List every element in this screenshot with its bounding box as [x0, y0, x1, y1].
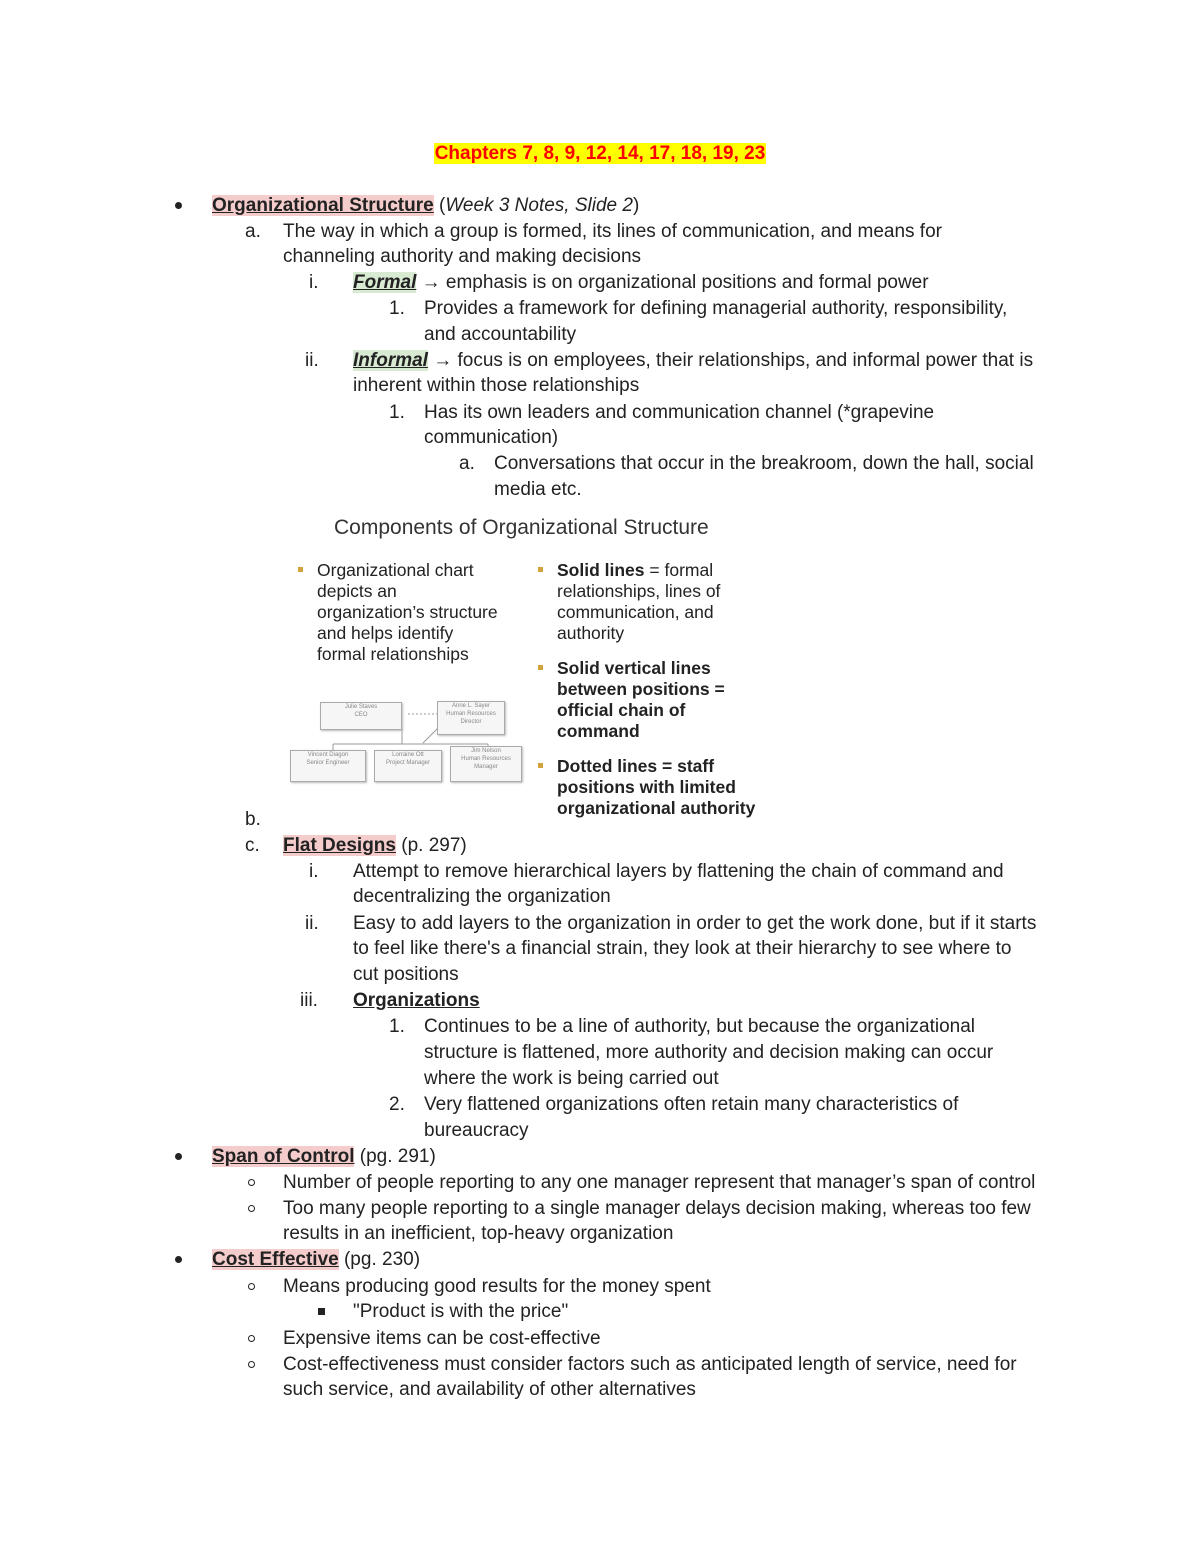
slide-left-text: Organizational chart depicts an organization’s structure and helps identify formal relationships [317, 560, 498, 664]
organizations-line [353, 988, 480, 1014]
informal-line: Informal → focus is on employees, their relationships, and informal power that is [353, 350, 1034, 371]
list-marker: i. [309, 272, 319, 293]
list-item: results in an inefficient, top-heavy organization [283, 1223, 674, 1244]
formal-line: Formal → emphasis is on organizational positions and formal power [353, 272, 929, 293]
list-item: Too many people reporting to a single manager delays decision making, whereas too few [283, 1198, 1031, 1219]
list-marker: ii. [305, 913, 319, 934]
slide-title: Components of Organizational Structure [334, 516, 709, 539]
cost-effective-line: Cost Effective (pg. 230) [212, 1249, 421, 1270]
list-item: inherent within those relationships [353, 375, 640, 396]
list-item: Easy to add layers to the organization in order to get the work done, but if it starts [353, 913, 1037, 934]
list-item: channeling authority and making decisions [283, 246, 642, 267]
org-structure-ref: Week 3 Notes, Slide 2 [445, 195, 633, 216]
bullet-disc [175, 1153, 182, 1160]
slide-right-text-2: Solid vertical lines between positions = official chain of command [557, 658, 725, 741]
list-item: structure is flattened, more authority and decision making can occur [424, 1042, 994, 1063]
org-structure-heading-line: Organizational Structure (Week 3 Notes, Slide 2) [212, 195, 640, 216]
list-item: such service, and availability of other alternatives [283, 1379, 696, 1400]
page-title: Chapters 7, 8, 9, 12, 14, 17, 18, 19, 23 [434, 143, 766, 164]
list-item: bureaucracy [424, 1120, 529, 1141]
list-item: Provides a framework for defining managerial authority, responsibility, [424, 298, 1008, 319]
list-marker: i. [309, 861, 319, 882]
bullet-circle [248, 1179, 255, 1186]
org-chart-box: Vincent Diagon Senior Engineer [290, 750, 366, 782]
bullet-square [318, 1308, 325, 1315]
bullet-circle [248, 1361, 255, 1368]
list-marker: 2. [389, 1094, 405, 1115]
list-marker: 1. [389, 1016, 405, 1037]
organizations-heading: Organizations [353, 990, 480, 1011]
list-marker: iii. [300, 990, 318, 1011]
list-marker: 1. [389, 298, 405, 319]
list-item: Has its own leaders and communication channel (*grapevine [424, 402, 935, 423]
org-chart-box: Anne L. Sayer Human Resources Director [437, 701, 505, 735]
cost-effective-heading: Cost Effective [212, 1249, 339, 1270]
slide-bullet [538, 665, 543, 670]
list-marker: 1. [389, 402, 405, 423]
slide-bullet [538, 763, 543, 768]
list-item: Means producing good results for the money spent [283, 1276, 711, 1297]
list-item: where the work is being carried out [424, 1068, 719, 1089]
flat-designs-line: Flat Designs (p. 297) [283, 835, 467, 856]
span-of-control-heading: Span of Control [212, 1146, 355, 1167]
slide-right-text-1: Solid lines = formal relationships, lines of communication, and authority [557, 560, 721, 643]
list-marker: b. [245, 809, 261, 830]
slide-right-text-3: Dotted lines = staff positions with limited organizational authority [557, 756, 756, 818]
list-marker: c. [245, 835, 260, 856]
list-item: to feel like there's a financial strain, they look at their hierarchy to see where to [353, 938, 1012, 959]
bullet-disc [175, 202, 182, 209]
list-item: Number of people reporting to any one manager represent that manager’s span of control [283, 1172, 1036, 1193]
list-marker: ii. [305, 350, 319, 371]
org-chart-box: Julie Staves CEO [320, 702, 402, 730]
list-item: Attempt to remove hierarchical layers by flattening the chain of command and [353, 861, 1004, 882]
bullet-circle [248, 1335, 255, 1342]
slide-bullet [298, 567, 303, 572]
list-item: decentralizing the organization [353, 886, 611, 907]
span-of-control-line: Span of Control (pg. 291) [212, 1146, 436, 1167]
list-item: Very flattened organizations often retain many characteristics of [424, 1094, 959, 1115]
list-item: Cost-effectiveness must consider factors such as anticipated length of service, need for [283, 1354, 1017, 1375]
list-item: Conversations that occur in the breakroom, down the hall, social [494, 453, 1034, 474]
bullet-circle [248, 1283, 255, 1290]
org-structure-heading: Organizational Structure [212, 195, 434, 216]
slide-image [280, 510, 780, 820]
formal-term: Formal [353, 272, 417, 293]
org-chart-box: Lorraine Ott Project Manager [374, 750, 442, 782]
list-item: media etc. [494, 479, 582, 500]
slide-bullet [538, 567, 543, 572]
list-item: and accountability [424, 324, 577, 345]
list-marker: a. [245, 221, 261, 242]
list-item: communication) [424, 427, 559, 448]
bullet-circle [248, 1205, 255, 1212]
list-item: "Product is with the price" [353, 1301, 569, 1322]
org-chart-box: Jim Nelson Human Resources Manager [450, 746, 522, 782]
list-marker: a. [459, 453, 475, 474]
list-item: Continues to be a line of authority, but because the organizational [424, 1016, 976, 1037]
list-item: The way in which a group is formed, its lines of communication, and means for [283, 221, 942, 242]
list-item: cut positions [353, 964, 459, 985]
flat-designs-heading: Flat Designs [283, 835, 396, 856]
bullet-disc [175, 1256, 182, 1263]
informal-term: Informal [353, 350, 428, 371]
list-item: Expensive items can be cost-effective [283, 1328, 601, 1349]
